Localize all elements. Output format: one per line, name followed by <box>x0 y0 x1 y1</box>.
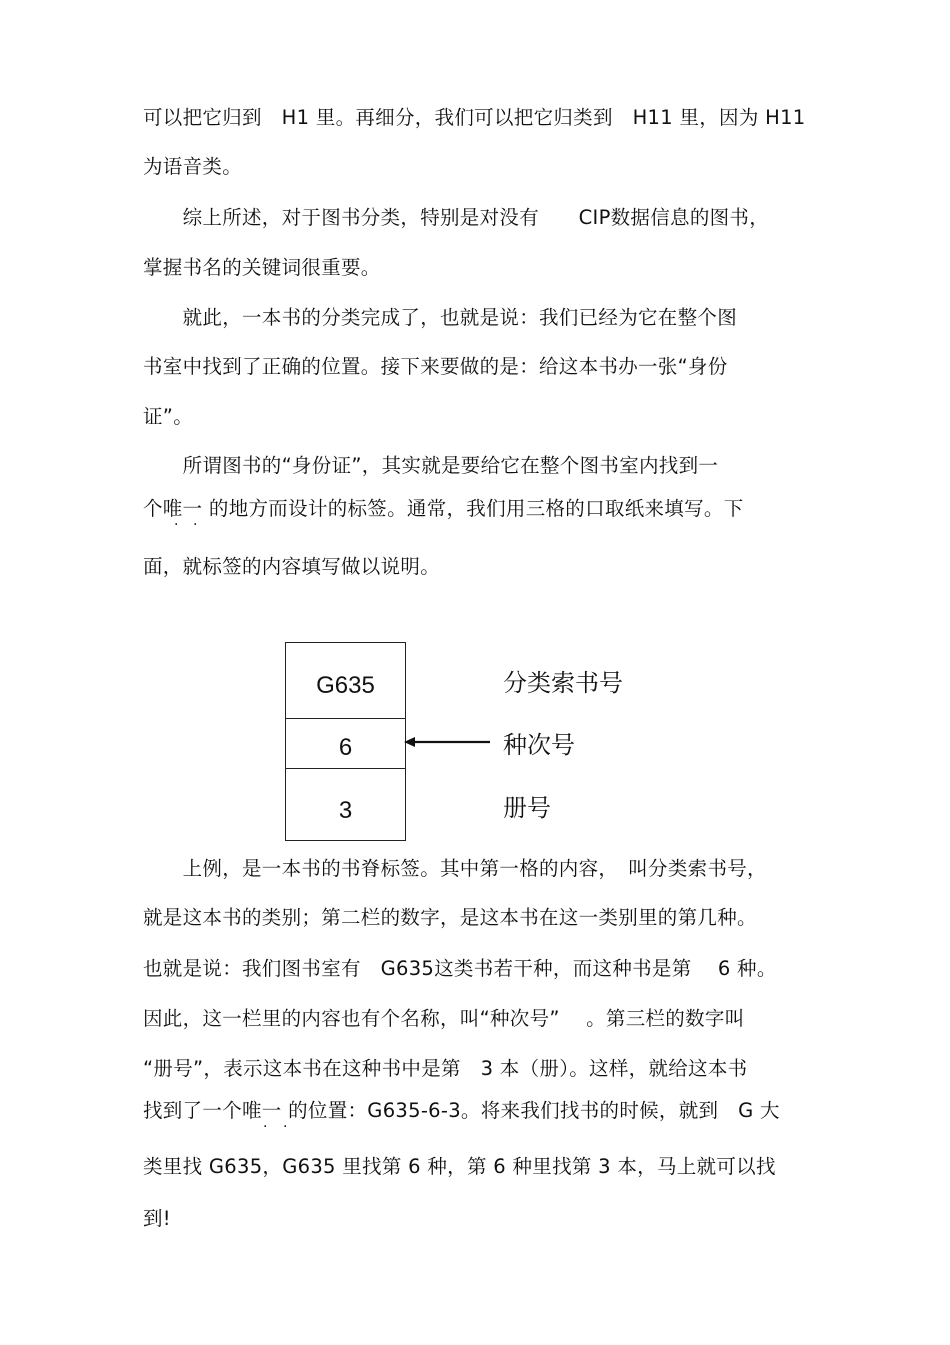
paragraph-line: “册号”，表示这本书在这种书中是第 3 本（册）。这样，就给这本书 <box>143 1057 748 1080</box>
volume-number-cell: 3 <box>338 797 353 824</box>
paragraph-line: 面，就标签的内容填写做以说明。 <box>143 555 441 578</box>
paragraph-line: 可以把它归到 H1 里。再细分，我们可以把它归类到 H11 里，因为 H11 <box>143 106 806 129</box>
emphasis-dot: · <box>193 517 198 533</box>
paragraph-line: 所谓图书的“身份证”，其实就是要给它在整个图书室内找到一 <box>143 454 719 477</box>
paragraph-line: 也就是说：我们图书室有 G635这类书若干种，而这种书是第 6 种。 <box>143 957 777 980</box>
sequence-number-caption: 种次号 <box>503 731 575 759</box>
spine-label-diagram <box>285 642 406 841</box>
paragraph-line: 就此，一本书的分类完成了，也就是说：我们已经为它在整个图 <box>143 306 738 329</box>
paragraph-line: 书室中找到了正确的位置。接下来要做的是：给这本书办一张“身份 <box>143 355 728 378</box>
paragraph-line: 为语音类。 <box>143 155 243 178</box>
sequence-number-cell: 6 <box>286 718 405 769</box>
emphasis-dot: · <box>283 1119 288 1135</box>
arrow-left-icon <box>400 732 492 752</box>
emphasis-dot: · <box>263 1119 268 1135</box>
call-number-cell: G635 <box>286 643 405 719</box>
call-number-caption: 分类索书号 <box>503 669 623 697</box>
paragraph-line: 找到了一个唯一 的位置：G635-6-3。将来我们找书的时候，就到 G 大 <box>143 1099 780 1122</box>
paragraph-line: 掌握书名的关键词很重要。 <box>143 256 381 279</box>
paragraph-line: 因此，这一栏里的内容也有个名称，叫“种次号” 。第三栏的数字叫 <box>143 1007 745 1030</box>
paragraph-line: 就是这本书的类别；第二栏的数字，是这本书在这一类别里的第几种。 <box>143 906 757 929</box>
paragraph-line: 上例，是一本书的书脊标签。其中第一格的内容， 叫分类索书号， <box>143 857 767 880</box>
emphasis-dot: · <box>174 517 179 533</box>
volume-number-caption: 册号 <box>503 794 551 822</box>
paragraph-line: 综上所述，对于图书分类，特别是对没有 CIP数据信息的图书， <box>143 206 770 229</box>
paragraph-line: 类里找 G635，G635 里找第 6 种，第 6 种里找第 3 本，马上就可以找 <box>143 1155 776 1178</box>
paragraph-line: 证”。 <box>143 405 194 428</box>
paragraph-line: 个唯一 的地方而设计的标签。通常，我们用三格的口取纸来填写。下 <box>143 497 744 520</box>
paragraph-line: 到! <box>143 1207 171 1230</box>
